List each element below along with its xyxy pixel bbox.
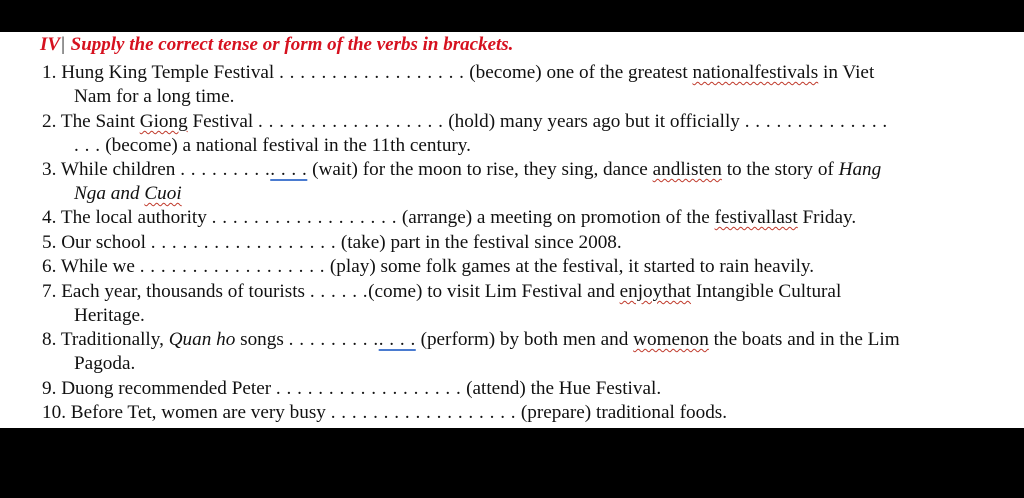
spellcheck-word: enjoythat	[619, 281, 692, 302]
worksheet-page	[0, 32, 1024, 428]
item-text: Friday.	[802, 207, 857, 228]
answer-blank[interactable]: . . . . . . . . . . . . . . . . . .	[150, 232, 337, 253]
spellcheck-word: nationalfestivals	[692, 62, 819, 83]
spellcheck-word: Cuoi	[144, 183, 182, 204]
item-1-continuation	[74, 87, 234, 106]
item-text: (arrange) a meeting on promotion of the	[401, 207, 710, 228]
item-number: 1.	[42, 62, 57, 83]
letterbox-bottom	[0, 428, 1024, 498]
answer-blank-underlined[interactable]: . . . .	[270, 159, 308, 180]
item-text: (wait) for the moon to rise, they sing, dance	[312, 159, 648, 180]
item-text: Heritage.	[74, 305, 145, 326]
item-text: (come) to visit Lim Festival and	[368, 281, 615, 302]
item-text: (perform) by both men and	[420, 329, 629, 350]
item-2	[42, 112, 888, 131]
item-text: The Saint	[60, 111, 135, 132]
spellcheck-word: Giong	[139, 111, 188, 132]
item-8-continuation	[74, 354, 135, 373]
item-number: 4.	[42, 207, 57, 228]
item-text: Traditionally,	[60, 329, 164, 350]
item-text: (prepare) traditional foods.	[520, 402, 728, 423]
item-5	[42, 233, 622, 252]
item-text: The local authority	[60, 207, 207, 228]
item-number: 9.	[42, 378, 57, 399]
answer-blank[interactable]: . . . . . . . . .	[288, 329, 379, 350]
spellcheck-word: festivallast	[714, 207, 798, 228]
item-3-continuation	[74, 184, 182, 203]
item-10	[42, 403, 727, 422]
answer-blank[interactable]: . . . . . . . . . . . . . .	[744, 111, 888, 132]
item-text: Our school	[61, 232, 146, 253]
spellcheck-word: womenon	[633, 329, 709, 350]
item-text: (hold) many years ago but it officially	[448, 111, 740, 132]
answer-blank[interactable]: . . .	[74, 135, 101, 156]
answer-blank[interactable]: . . . . . . . . . . . . . . . . . .	[211, 207, 398, 228]
answer-blank[interactable]: . . . . . .	[309, 281, 369, 302]
exercise-title: Supply the correct tense or form of the verbs in brackets.	[70, 34, 514, 55]
item-1	[42, 63, 874, 82]
item-text: (become) one of the greatest	[469, 62, 688, 83]
item-text: Intangible Cultural	[695, 281, 842, 302]
answer-blank[interactable]: . . . . . . . . . . . . . . . . . .	[139, 256, 326, 277]
item-text: While we	[60, 256, 135, 277]
item-italic-text: Quan ho	[168, 329, 236, 350]
item-number: 8.	[42, 329, 57, 350]
item-text: Nam for a long time.	[74, 86, 235, 107]
item-text: (play) some folk games at the festival, it started to rain heavily.	[329, 256, 815, 277]
item-text: (attend) the Hue Festival.	[466, 378, 662, 399]
item-text: to the story of	[726, 159, 834, 180]
text-cursor-icon: |	[61, 34, 65, 55]
item-text: the boats and in the Lim	[713, 329, 900, 350]
answer-blank[interactable]: . . . . . . . . .	[180, 159, 271, 180]
answer-blank[interactable]: . . . . . . . . . . . . . . . . . .	[275, 378, 462, 399]
item-8	[42, 330, 900, 349]
item-italic-text: Hang	[838, 159, 882, 180]
item-text: (become) a national festival in the 11th century.	[105, 135, 471, 156]
item-4	[42, 208, 856, 227]
item-number: 2.	[42, 111, 57, 132]
item-text: Each year, thousands of tourists	[61, 281, 306, 302]
item-text: in Viet	[823, 62, 875, 83]
item-number: 3.	[42, 159, 57, 180]
item-text: While children	[60, 159, 176, 180]
item-3	[42, 160, 881, 179]
item-7-continuation	[74, 306, 145, 325]
item-7	[42, 282, 841, 301]
exercise-number: IV	[40, 34, 61, 55]
item-number: 7.	[42, 281, 57, 302]
item-text: Pagoda.	[74, 353, 136, 374]
item-text: songs	[240, 329, 284, 350]
item-number: 10.	[42, 402, 66, 423]
item-text: Festival	[192, 111, 254, 132]
item-text: Duong recommended Peter	[61, 378, 272, 399]
item-6	[42, 257, 814, 276]
item-number: 5.	[42, 232, 57, 253]
item-text: Hung King Temple Festival	[61, 62, 275, 83]
item-2-continuation	[74, 136, 471, 155]
item-italic-text: Nga and	[74, 183, 140, 204]
item-text: Before Tet, women are very busy	[70, 402, 326, 423]
spellcheck-word: andlisten	[652, 159, 722, 180]
answer-blank[interactable]: . . . . . . . . . . . . . . . . . .	[258, 111, 444, 132]
answer-blank-underlined[interactable]: . . . .	[378, 329, 416, 350]
item-number: 6.	[42, 256, 57, 277]
exercise-heading	[40, 34, 513, 56]
item-9	[42, 379, 661, 398]
item-text: (take) part in the festival since 2008.	[340, 232, 622, 253]
answer-blank[interactable]: . . . . . . . . . . . . . . . . . .	[330, 402, 517, 423]
answer-blank[interactable]: . . . . . . . . . . . . . . . . . .	[279, 62, 465, 83]
